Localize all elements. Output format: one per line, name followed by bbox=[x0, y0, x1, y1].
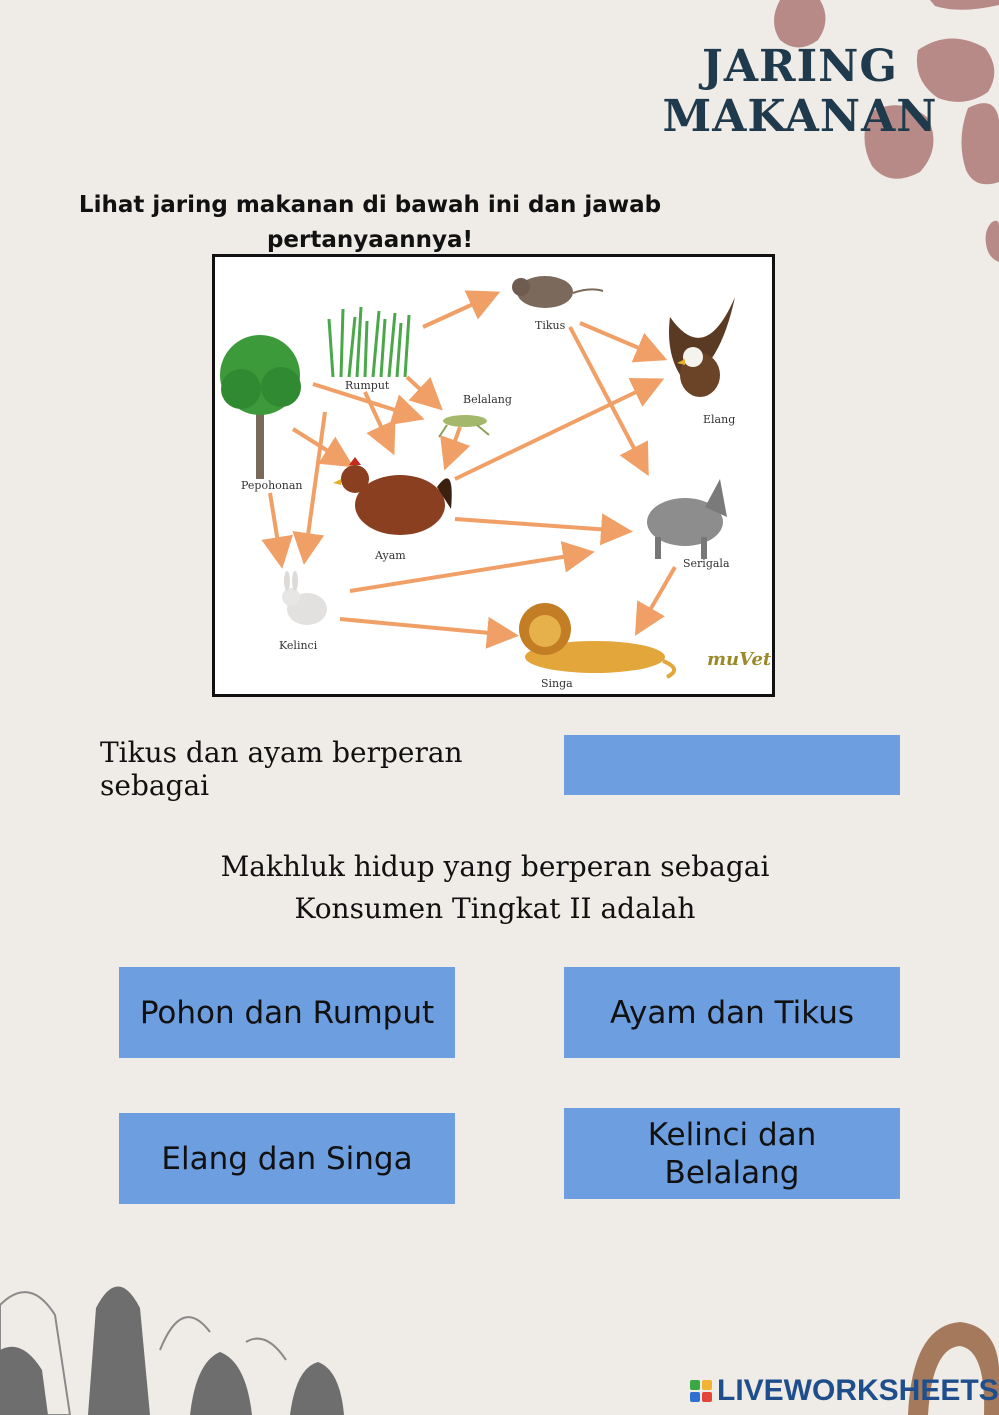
watermark-logo: muVet bbox=[707, 649, 772, 670]
food-web-illustration bbox=[215, 257, 772, 694]
liveworksheets-brand bbox=[690, 1374, 999, 1408]
grass-icon bbox=[329, 307, 409, 377]
option-d-label-line-1: Kelinci dan bbox=[647, 1116, 817, 1153]
mouse-icon bbox=[512, 276, 603, 308]
decorative-mountains bbox=[0, 1270, 360, 1415]
option-elang-dan-singa[interactable] bbox=[119, 1113, 455, 1204]
label-ayam: Ayam bbox=[375, 549, 406, 562]
label-elang: Elang bbox=[703, 413, 736, 426]
question-2-text bbox=[200, 846, 790, 930]
option-b-label: Ayam dan Tikus bbox=[609, 994, 855, 1031]
lion-icon bbox=[519, 603, 674, 677]
label-serigala: Serigala bbox=[683, 557, 730, 570]
label-rumput: Rumput bbox=[345, 379, 390, 392]
option-pohon-dan-rumput[interactable] bbox=[119, 967, 455, 1058]
instructions-line-1: Lihat jaring makanan di bawah ini dan jawab bbox=[78, 192, 662, 218]
question-1-text: Tikus dan ayam berperan sebagai bbox=[100, 736, 463, 802]
label-tikus: Tikus bbox=[535, 319, 566, 332]
instructions-line-2: pertanyaannya! bbox=[266, 227, 474, 253]
option-c-label: Elang dan Singa bbox=[161, 1140, 413, 1177]
page-title bbox=[640, 42, 960, 142]
label-belalang: Belalang bbox=[463, 393, 512, 406]
instructions bbox=[60, 188, 680, 258]
option-ayam-dan-tikus[interactable] bbox=[564, 967, 900, 1058]
option-d-label-line-2: Belalang bbox=[664, 1154, 800, 1191]
option-a-label: Pohon dan Rumput bbox=[139, 994, 435, 1031]
answer-input-box[interactable] bbox=[564, 735, 900, 795]
label-singa: Singa bbox=[541, 677, 573, 690]
chicken-icon bbox=[333, 457, 452, 535]
label-pepohonan: Pepohonan bbox=[241, 479, 303, 492]
food-web-diagram bbox=[212, 254, 775, 697]
liveworksheets-logo-icon bbox=[690, 1380, 712, 1402]
grasshopper-icon bbox=[439, 415, 489, 437]
eagle-icon bbox=[669, 297, 735, 397]
wolf-icon bbox=[647, 479, 727, 559]
brand-name: LIVEWORKSHEETS bbox=[717, 1374, 999, 1407]
option-kelinci-dan-belalang[interactable] bbox=[564, 1108, 900, 1199]
question-2-line-1: Makhluk hidup yang berperan sebagai bbox=[220, 850, 770, 883]
label-kelinci: Kelinci bbox=[279, 639, 318, 652]
tree-icon bbox=[220, 335, 301, 479]
title-line-1: JARING bbox=[702, 41, 898, 92]
title-line-2: MAKANAN bbox=[662, 91, 938, 142]
rabbit-icon bbox=[282, 571, 327, 625]
question-2-line-2: Konsumen Tingkat II adalah bbox=[294, 892, 696, 925]
